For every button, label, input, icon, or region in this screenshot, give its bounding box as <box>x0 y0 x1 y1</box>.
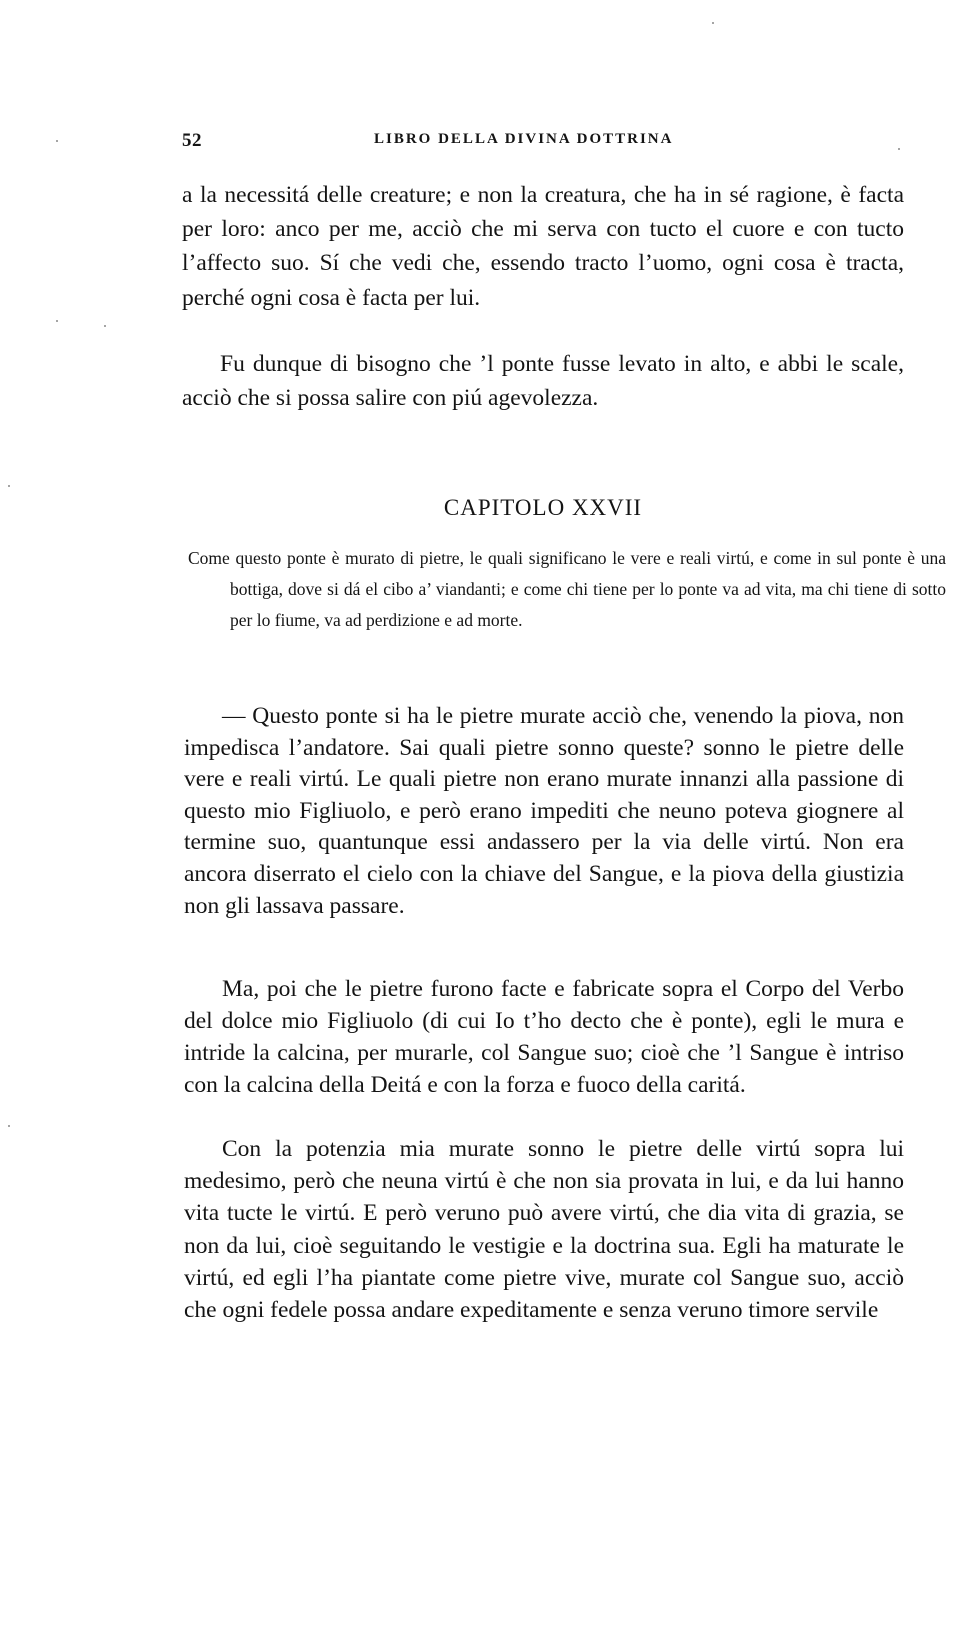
paragraph-continued: a la necessitá delle creature; e non la creatura, che ha in sé ragione, è facta per loro: anco per me, acciò che mi serva con tucto el cuore e con tucto l’affecto suo. Sí che vedi che, essendo tracto l’uomo, ogni cosa è tracta, perché ogni cosa è facta per lui. <box>182 182 904 311</box>
paragraph-bridge-stairs: Fu dunque di bisogno che ’l ponte fusse levato in alto, e abbi le scale, acciò che si possa salire con piú agevolezza. <box>182 351 904 412</box>
running-title: LIBRO DELLA DIVINA DOTTRINA <box>374 131 674 147</box>
page-number: 52 <box>182 130 202 151</box>
scan-speck <box>898 148 900 150</box>
paragraph-virtues: Con la potenzia mia murate sonno le pietre delle virtú sopra lui medesimo, però che neuna virtú è che non sia provata in lui, e da lui hanno vita tucte le virtú. E però veruno può avere virtú, che dia vita di grazia, se non da lui, cioè seguitando le vestigie e la doctrina sua. Egli ha maturate le virtú, ed egli l’ha piantate come pietre vive, murate col Sangue suo, acciò che ogni fedele possa andare expeditamente e senza veruno timore servile <box>184 1136 904 1324</box>
chapter-heading: CAPITOLO XXVII <box>443 495 643 520</box>
scan-speck <box>8 485 10 487</box>
paragraph-stones: — Questo ponte si ha le pietre murate acciò che, venendo la piova, non impedisca l’andatore. Sai quali pietre sonno queste? sonno le pietre delle vere e reali virtú. Le quali pietre non erano murate innanzi alla passione di questo mio Figliuolo, e però erano impediti che neuno poteva giognere al termine suo, quantunque essi andassero per la via delle virtú. Non era ancora diserrato el cielo con la chiave del Sangue, e la piova della giustizia non gli lassava passare. <box>184 703 904 919</box>
scan-speck <box>104 325 106 327</box>
page-header <box>182 130 904 154</box>
scan-speck <box>56 320 58 322</box>
chapter-summary: Come questo ponte è murato di pietre, le quali significano le vere e reali virtú, e come in sul ponte è una bottiga, dove si dá el cibo a’ viandanti; e come chi tiene per lo ponte va ad vita, ma chi tiene di sotto per lo fiume, va ad perdizione e ad morte. <box>188 548 946 630</box>
scan-speck <box>712 22 714 24</box>
scan-speck <box>8 1125 10 1127</box>
paragraph-mortar: Ma, poi che le pietre furono facte e fabricate sopra el Corpo del Verbo del dolce mio Figliuolo (di cui Io t’ho decto che è ponte), egli le mura e intride la calcina, per murarle, col Sangue suo; cioè che ’l Sangue è intriso con la calcina della Deitá e con la forza e fuoco della caritá. <box>184 976 904 1098</box>
scan-speck <box>56 140 58 142</box>
